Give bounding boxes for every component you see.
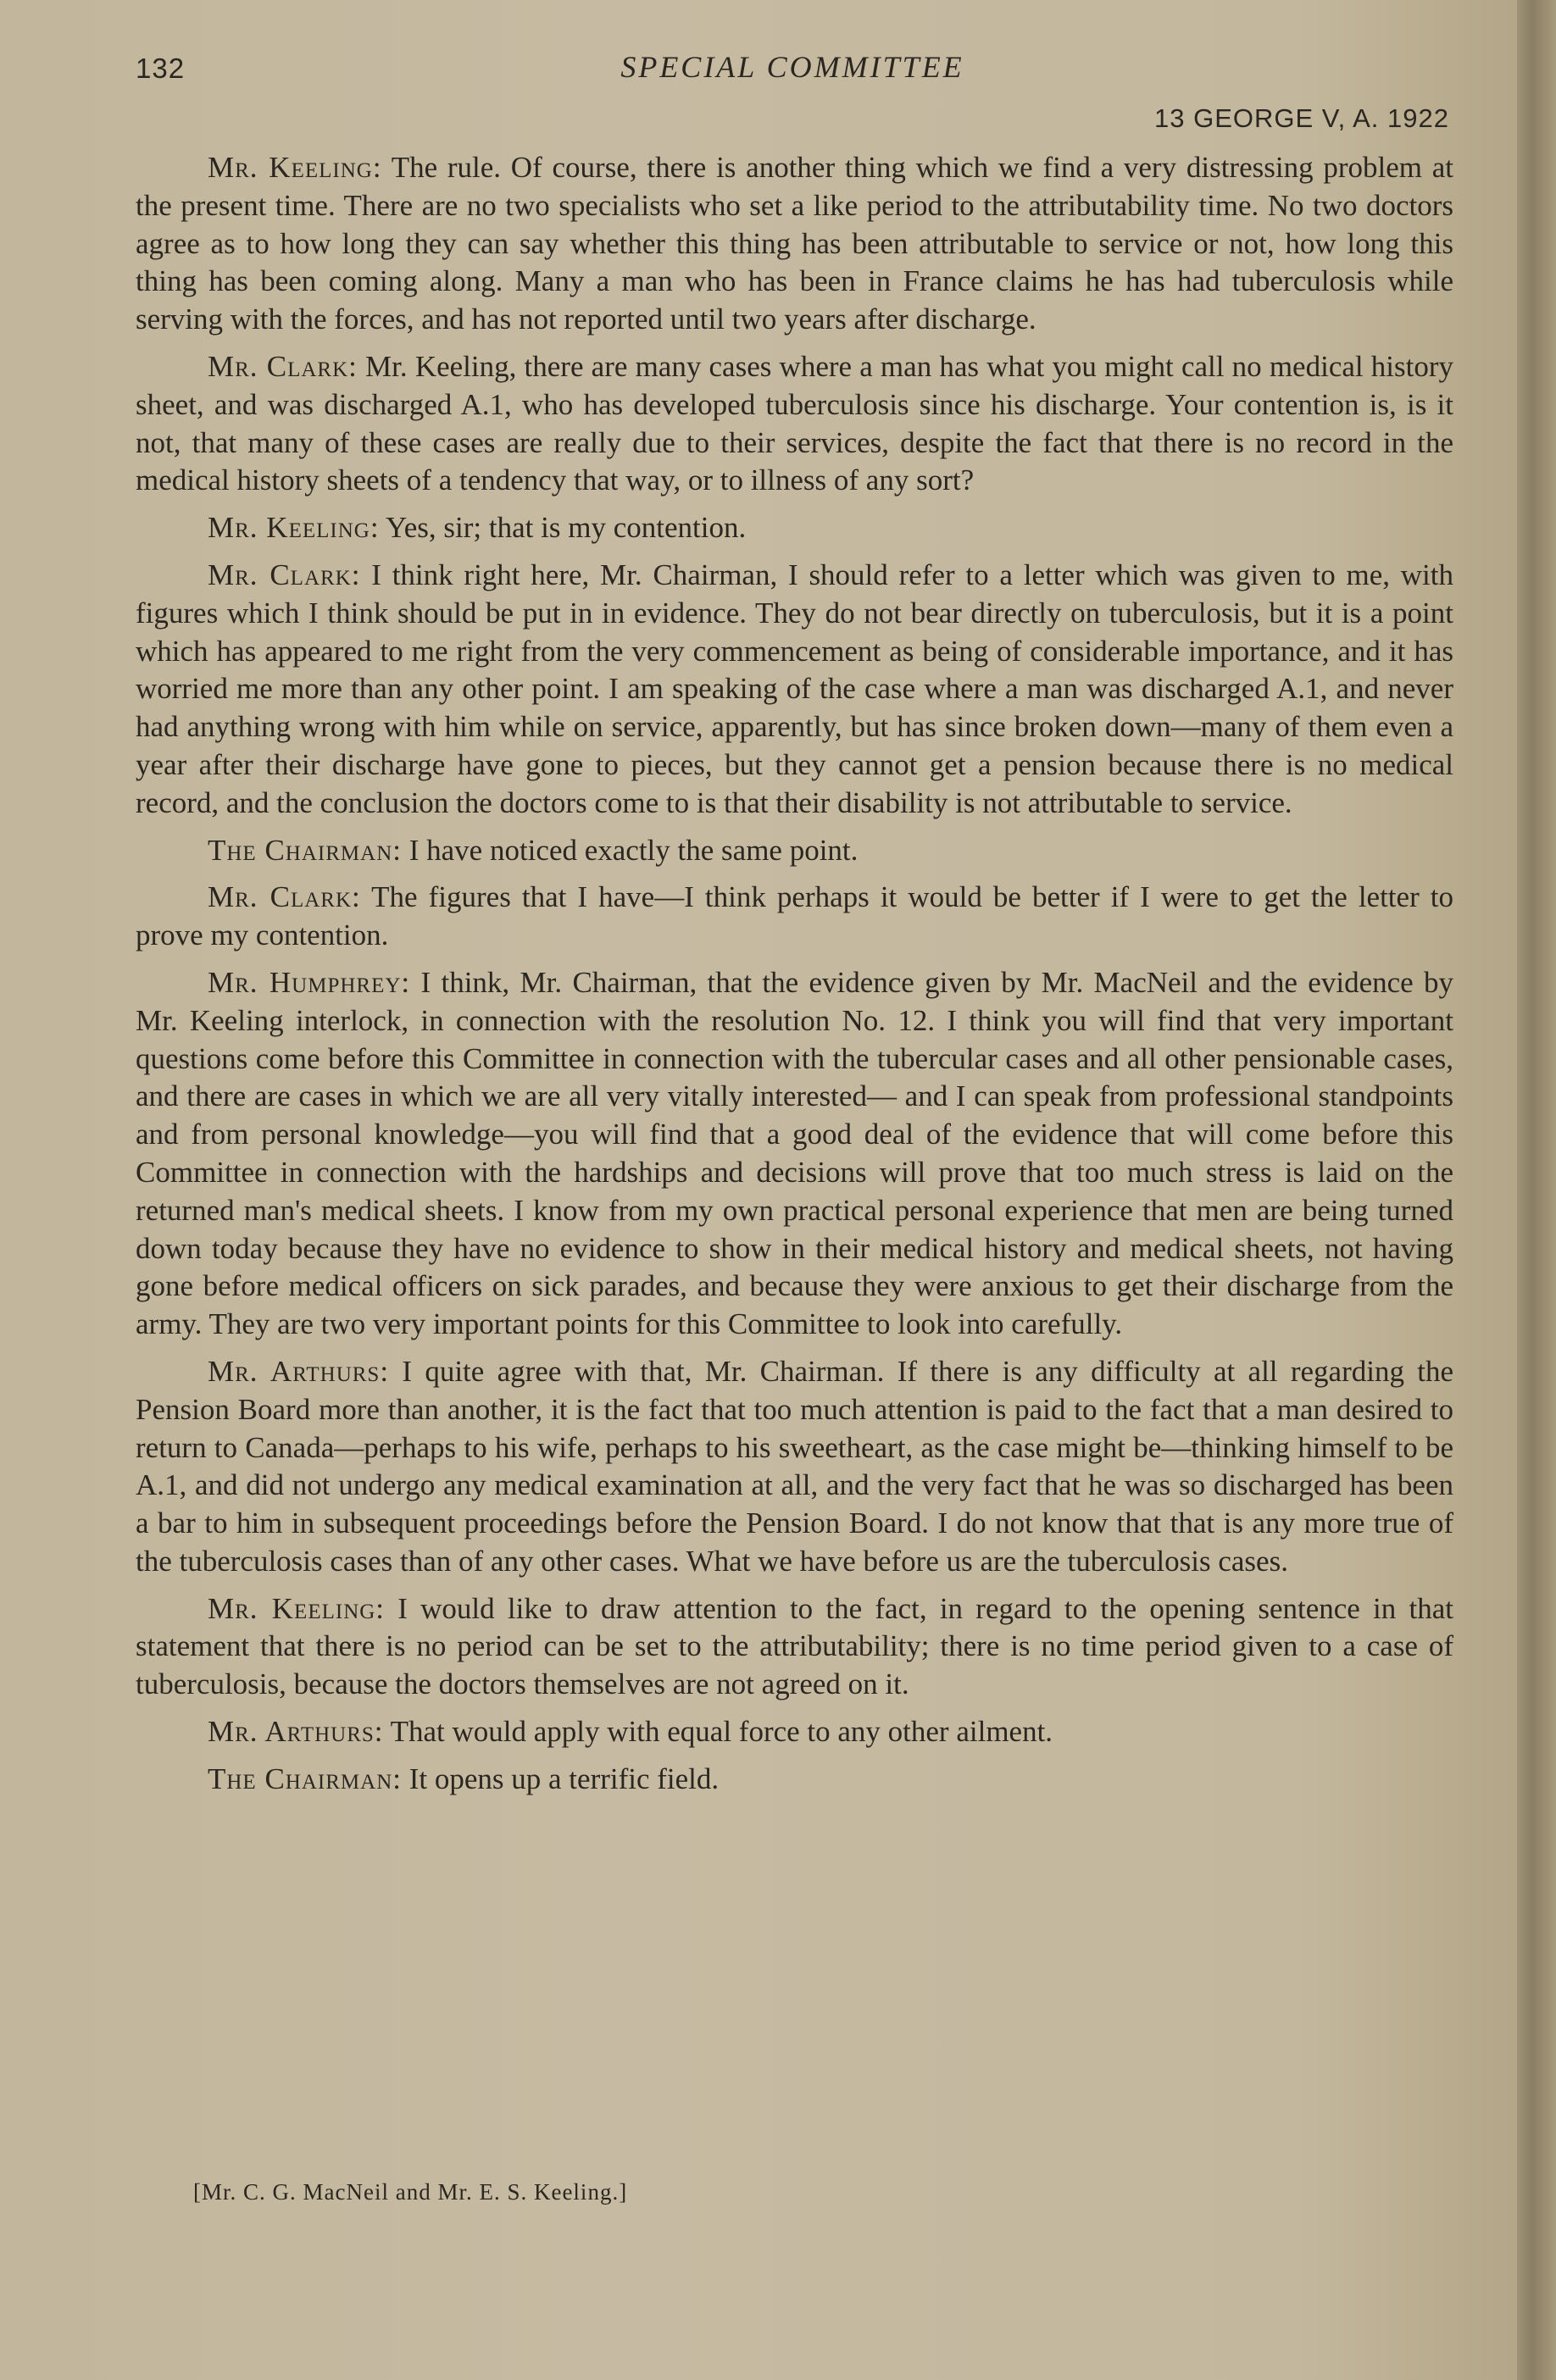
paragraph-text: I think, Mr. Chairman, that the evidence given by Mr. MacNeil and the evidence by Mr. Keeling interlock, in connection with the resolution No. 12. I think you will find that very important questions come before this Committee in connection with the tubercular cases and all other pensionable cases, and there are cases in which we are all very vitally interested— and I can speak from professional standpoints and from personal knowledge—you will find that a good deal of the evidence that will come before this Committee in connection with the hardships and decisions will prove that too much stress is laid on the returned man's medical sheets. I know from my own practical personal experience that men are being turned down today because they have no evidence to show in their medical history and medical sheets, not having gone before medical officers on sick parades, and because they were anxious to get their discharge from the army. They are two very important points for this Committee to look into carefully.: [136, 965, 1454, 1341]
paragraph: [136, 557, 1453, 823]
page-number: 132: [136, 53, 186, 84]
running-title: SPECIAL COMMITTEE: [620, 50, 964, 84]
book-edge-shadow: [1517, 0, 1556, 2380]
speaker-name: Mr. Clark:: [208, 880, 361, 914]
paragraph-text: I have noticed exactly the same point.: [408, 833, 859, 867]
paragraph-text: Mr. Keeling, there are many cases where a man has what you might call no medical history sheet, and was discharged A.1, who has developed tuberculosis since his discharge. Your contention is, is it not, that many of these cases are really due to their services, despite the fact that there is no record in the medical history sheets of a tendency that way, or to illness of any sort?: [136, 349, 1454, 497]
paragraph: [136, 1713, 1453, 1751]
paragraph: [136, 879, 1453, 955]
footnote: [Mr. C. G. MacNeil and Mr. E. S. Keeling.]: [193, 2179, 628, 2205]
paragraph: [136, 149, 1453, 339]
paragraph-text: I would like to draw attention to the fact, in regard to the opening sentence in that statement that there is no period can be set to the attributability; there is no time period given to a case of tuberculosis, because the doctors themselves are not agreed on it.: [136, 1591, 1453, 1701]
paragraph: [136, 348, 1453, 500]
speaker-name: Mr. Clark:: [208, 349, 358, 383]
paragraph: [136, 964, 1453, 1344]
speaker-name: Mr. Arthurs:: [208, 1715, 384, 1749]
session-line: 13 GEORGE V, A. 1922: [1154, 103, 1449, 133]
speaker-name: Mr. Keeling:: [208, 151, 382, 184]
speaker-name: The Chairman:: [208, 1761, 402, 1795]
paragraph: [136, 509, 1453, 547]
paragraph-text: I quite agree with that, Mr. Chairman. If there is any difficulty at all regarding the Pension Board more than another, it is the fact that too much attention is paid to the fact that a man desired to return to Canada—perhaps to his wife, perhaps to his sweetheart, as the case might be—thinking himself to be A.1, and did not undergo any medical examination at all, and the very fact that he was so discharged has been a bar to him in subsequent proceedings before the Pension Board. I do not know that that is any more true of the tuberculosis cases than of any other cases. What we have before us are the tuberculosis cases.: [136, 1354, 1454, 1578]
paragraph-text: I think right here, Mr. Chairman, I should refer to a letter which was given to me, with figures which I think should be put in in evidence. They do not bear directly on tuberculosis, but it is a point which has appeared to me right from the very commencement as being of considerable importance, and it has worried me more than any other point. I am speaking of the case where a man was discharged A.1, and never had anything wrong with him while on service, apparently, but has since broken down—many of them even a year after their discharge have gone to pieces, but they cannot get a pension because there is no medical record, and the conclusion the doctors come to is that their disability is not attributable to service.: [136, 558, 1454, 819]
page-header: [136, 47, 1449, 133]
paragraph-text: The rule. Of course, there is another thing which we find a very distressing problem at the present time. There are no two specialists who set a like period to the attributability time. No two doctors agree as to how long they can say whether this thing has been attributable to service or not, how long this thing has been coming along. Many a man who has been in France claims he has had tuberculosis while serving with the forces, and has not reported until two years after discharge.: [136, 151, 1453, 336]
transcript-body: [136, 149, 1453, 1808]
speaker-name: Mr. Humphrey:: [208, 965, 411, 999]
paragraph-text: The figures that I have—I think perhaps it would be better if I were to get the letter to prove my contention.: [136, 880, 1453, 952]
paragraph-text: It opens up a terrific field.: [408, 1761, 720, 1795]
paragraph-text: Yes, sir; that is my contention.: [386, 511, 747, 545]
paragraph: [136, 832, 1453, 870]
speaker-name: Mr. Clark:: [208, 558, 361, 591]
speaker-name: Mr. Keeling:: [208, 1591, 386, 1625]
paragraph-text: That would apply with equal force to any other ailment.: [390, 1715, 1053, 1749]
speaker-name: The Chairman:: [208, 833, 402, 867]
paragraph: [136, 1761, 1453, 1799]
speaker-name: Mr. Keeling:: [208, 511, 380, 545]
paragraph: [136, 1353, 1453, 1581]
speaker-name: Mr. Arthurs:: [208, 1354, 390, 1388]
paragraph: [136, 1590, 1453, 1704]
